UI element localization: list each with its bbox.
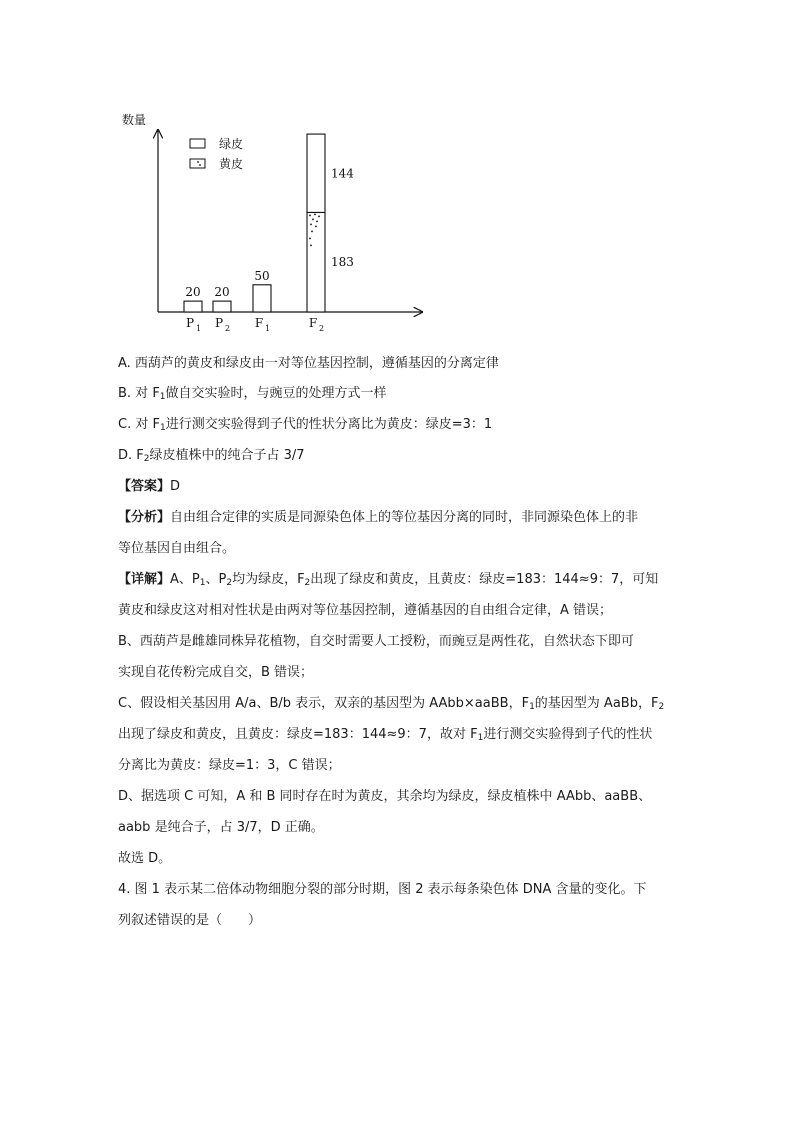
bar-value-label: 50 <box>254 268 270 283</box>
option-d-text-2: 绿皮植株中的纯合子占 3/7 <box>149 448 305 463</box>
x-tick-subscript: 1 <box>265 324 271 333</box>
detail-line-8 <box>118 787 651 807</box>
bar-segment <box>253 285 271 312</box>
option-a <box>118 354 499 374</box>
subscript: 2 <box>304 578 311 588</box>
bar-segment <box>184 301 202 312</box>
detail-text: 进行测交实验得到子代的性状 <box>483 727 653 742</box>
detail-text: C、假设相关基因用 A/a、B/b 表示，双亲的基因型为 AAbb×aaBB，F <box>118 696 530 711</box>
analysis-line-1 <box>118 508 638 528</box>
bar-dot <box>314 214 316 216</box>
legend-label-yellow: 黄皮 <box>219 157 244 171</box>
detail-text: 出现了绿皮和黄皮，且黄皮：绿皮=183：144≈9：7，故对 F <box>118 727 478 742</box>
option-c <box>118 415 492 435</box>
x-tick-subscript: 2 <box>225 324 231 333</box>
bar-dot <box>310 224 312 226</box>
bar-value-label: 20 <box>214 285 230 300</box>
legend-swatch-green <box>190 139 205 148</box>
answer-tag: 【答案】 <box>118 479 171 494</box>
subscript: 1 <box>199 578 206 588</box>
conclusion <box>118 849 171 869</box>
detail-tag: 【详解】 <box>118 572 171 587</box>
bar-value-label: 20 <box>185 285 201 300</box>
option-c-text: C. 对 F <box>118 417 160 432</box>
segment-label: 183 <box>331 255 354 270</box>
subscript: 1 <box>159 392 166 402</box>
question-text: 4. 图 1 表示某二倍体动物细胞分裂的部分时期，图 2 表示每条染色体 DNA 含量的变化。下 <box>118 882 647 897</box>
bar-dot <box>309 215 311 217</box>
subscript: 2 <box>226 578 233 588</box>
question-4-line-2 <box>118 911 261 931</box>
detail-text: 实现自花传粉完成自交，B 错误； <box>118 665 314 680</box>
detail-text: 、P <box>205 572 227 587</box>
bar-dot <box>312 219 314 221</box>
legend-swatch-yellow <box>190 159 205 168</box>
x-tick-label: P <box>214 316 224 330</box>
option-b-text-2: 做自交实验时，与豌豆的处理方式一样 <box>165 386 387 401</box>
bar-dot <box>309 238 311 240</box>
detail-line-1 <box>118 570 658 590</box>
detail-text: 均为绿皮，F <box>232 572 305 587</box>
bar-segment <box>307 212 325 312</box>
segment-label: 144 <box>331 166 354 181</box>
y-axis-label: 数量 <box>122 113 147 127</box>
bar-dot <box>316 221 318 223</box>
detail-line-5 <box>118 694 664 714</box>
bar-chart <box>110 100 440 340</box>
option-d-text: D. F <box>118 448 144 463</box>
answer <box>118 477 180 497</box>
detail-text: 出现了绿皮和黄皮，且黄皮：绿皮=183：144≈9：7，可知 <box>310 572 659 587</box>
bar-segment <box>213 301 231 312</box>
detail-text: 分离比为黄皮：绿皮=1：3，C 错误； <box>118 758 341 773</box>
option-d <box>118 446 305 466</box>
option-a-text: A. 西葫芦的黄皮和绿皮由一对等位基因控制，遵循基因的分离定律 <box>118 356 499 371</box>
legend-swatch-dot <box>197 161 199 163</box>
legend-label-green: 绿皮 <box>219 137 244 151</box>
detail-line-9 <box>118 818 324 838</box>
x-tick-subscript: 2 <box>319 324 325 333</box>
x-tick-subscript: 1 <box>196 324 202 333</box>
analysis-text-1: 自由组合定律的实质是同源染色体上的等位基因分离的同时，非同源染色体上的非 <box>170 510 639 525</box>
detail-text: aabb 是纯合子，占 3/7，D 正确。 <box>118 820 324 835</box>
detail-line-3 <box>118 632 634 652</box>
detail-line-2 <box>118 601 612 621</box>
x-tick-label: F <box>308 316 318 330</box>
detail-line-4 <box>118 663 313 683</box>
conclusion-text: 故选 D。 <box>118 851 172 866</box>
detail-text: 黄皮和绿皮这对相对性状是由两对等位基因控制，遵循基因的自由组合定律，A 错误； <box>118 603 613 618</box>
subscript: 2 <box>658 702 665 712</box>
subscript: 1 <box>159 423 166 433</box>
subscript: 1 <box>477 733 484 743</box>
subscript: 1 <box>529 702 535 712</box>
legend-swatch-dot <box>199 164 201 166</box>
option-b-text: B. 对 F <box>118 386 160 401</box>
detail-text: B、西葫芦是雌雄同株异花植物，自交时需要人工授粉，而豌豆是两性花，自然状态下即可 <box>118 634 634 649</box>
answer-value: D <box>170 479 181 494</box>
question-text: 列叙述错误的是（ ） <box>118 913 262 928</box>
detail-text: A、P <box>170 572 200 587</box>
bar-segment <box>307 134 325 212</box>
option-b <box>118 384 387 404</box>
x-tick-label: P <box>185 316 195 330</box>
question-4-line-1 <box>118 880 647 900</box>
detail-text: 的基因型为 AaBb，F <box>534 696 659 711</box>
analysis-tag: 【分析】 <box>118 510 171 525</box>
detail-line-6 <box>118 725 652 745</box>
detail-line-7 <box>118 756 341 776</box>
bar-dot <box>315 226 317 228</box>
bar-dot <box>311 231 313 233</box>
detail-text: D、据选项 C 可知，A 和 B 同时存在时为黄皮，其余均为绿皮，绿皮植株中 AAbb、aaBB、 <box>118 789 652 804</box>
x-tick-label: F <box>254 316 264 330</box>
bar-dot <box>310 245 312 247</box>
legend <box>190 136 243 171</box>
analysis-line-2 <box>118 539 235 559</box>
analysis-text-2: 等位基因自由组合。 <box>118 541 236 556</box>
subscript: 2 <box>143 454 150 464</box>
bar-dot <box>318 216 320 218</box>
option-c-text-2: 进行测交实验得到子代的性状分离比为黄皮：绿皮=3：1 <box>165 417 493 432</box>
